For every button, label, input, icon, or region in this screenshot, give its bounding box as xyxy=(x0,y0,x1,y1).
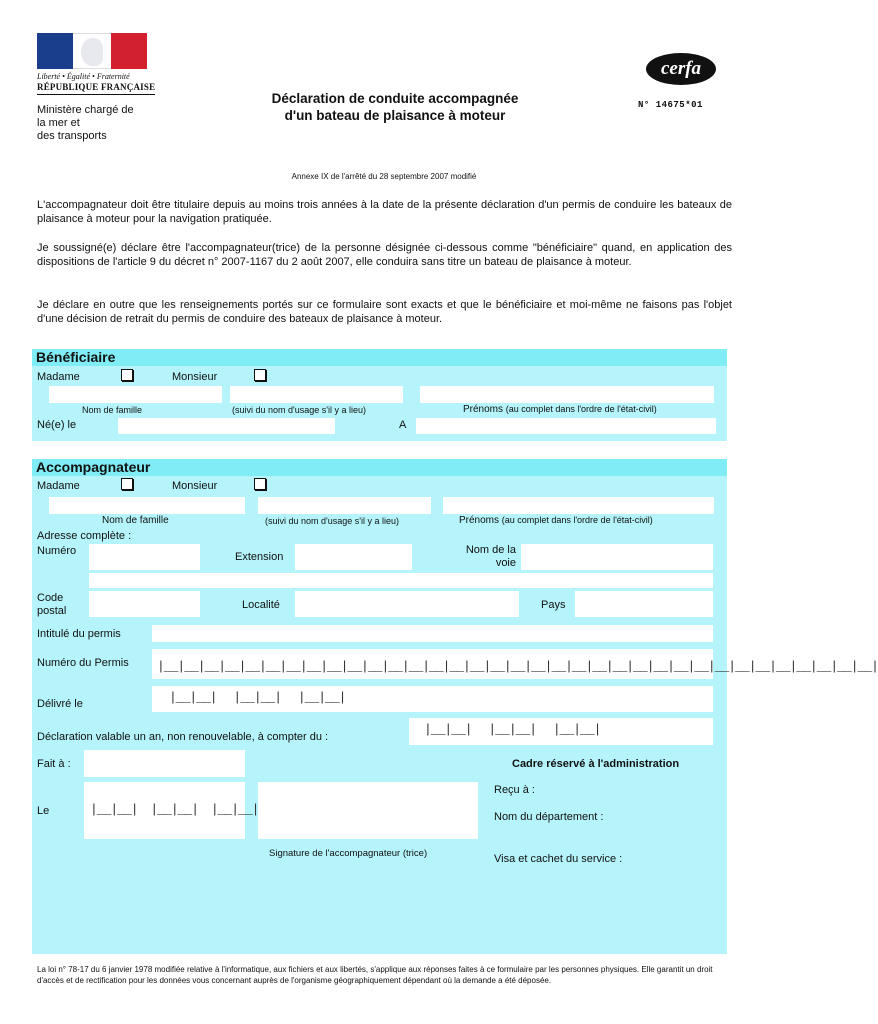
flag-red-band xyxy=(111,33,147,69)
recu-a-label: Reçu à : xyxy=(494,784,535,796)
page-title xyxy=(200,90,590,124)
ministry-line: la mer et xyxy=(37,117,80,129)
adresse-label: Adresse complète : xyxy=(37,530,132,542)
lieu-naissance-input[interactable] xyxy=(416,418,716,434)
republic-motto: Liberté • Égalité • Fraternité xyxy=(37,72,130,81)
annex-reference: Annexe IX de l'arrêté du 28 septembre 2007 modifié xyxy=(291,172,477,181)
localite-label: Localité xyxy=(242,599,280,611)
validite-date-input[interactable]: |__|__| |__|__| |__|__| xyxy=(409,718,713,745)
nom-usage-input[interactable] xyxy=(258,497,431,514)
nom-voie-line: Nom de la xyxy=(465,544,516,556)
beneficiaire-heading: Bénéficiaire xyxy=(32,349,727,366)
nom-famille-input[interactable] xyxy=(49,497,245,514)
monsieur-checkbox[interactable] xyxy=(254,369,266,381)
code-postal-input[interactable] xyxy=(89,591,200,617)
date-naissance-input[interactable] xyxy=(118,418,335,434)
numero-label: Numéro xyxy=(37,545,77,557)
intitule-permis-label: Intitulé du permis xyxy=(37,628,121,640)
pays-input[interactable] xyxy=(575,591,713,617)
prenoms-text: Prénoms xyxy=(459,515,500,526)
date-signature-input[interactable]: |__|__| |__|__| |__|__| xyxy=(84,782,245,839)
nom-departement-label: Nom du département : xyxy=(494,811,604,823)
ministry-name xyxy=(37,104,157,143)
fait-a-label: Fait à : xyxy=(37,758,71,770)
prenoms-note: (au complet dans l'ordre de l'état-civil) xyxy=(505,404,657,414)
signature-box[interactable] xyxy=(258,782,478,839)
legal-footer: La loi n° 78-17 du 6 janvier 1978 modifiée relative à l'informatique, aux fichiers et aux libertés, s'applique aux réponses faites à ce formulaire par les personnes physiques. Elle garantit un droit d'accès et de rectification pour les données vous concernant auprès de l'organisme géographiquement dépendant où la demande a été déposée. xyxy=(37,965,713,985)
monsieur-label: Monsieur xyxy=(172,480,218,492)
nom-usage-input[interactable] xyxy=(230,386,403,403)
prenoms-input[interactable] xyxy=(420,386,714,403)
prenoms-label xyxy=(463,404,657,415)
numero-permis-input[interactable]: |__|__|__|__|__|__|__|__|__|__|__|__|__|__|__|__|__|__|__|__|__|__|__|__|__|__|__|__|__|__|__|__|__|__|__| xyxy=(152,649,713,679)
extension-label: Extension xyxy=(235,551,284,563)
lieu-naissance-label: A xyxy=(399,419,407,431)
flag-blue-band xyxy=(37,33,73,69)
nom-voie-input[interactable] xyxy=(521,544,713,570)
prenoms-text: Prénoms xyxy=(463,404,504,415)
le-label: Le xyxy=(37,805,50,817)
intro-paragraph: L'accompagnateur doit être titulaire depuis au moins trois années à la date de la présente déclaration d'un permis de conduire les bateaux de plaisance à moteur pour la navigation pratiquée. xyxy=(37,199,732,225)
intitule-permis-input[interactable] xyxy=(152,625,713,642)
numero-input[interactable] xyxy=(89,544,200,570)
code-postal-label xyxy=(37,592,66,618)
delivre-le-input[interactable]: |__|__| |__|__| |__|__| xyxy=(152,686,713,712)
madame-checkbox[interactable] xyxy=(121,369,133,381)
extension-input[interactable] xyxy=(295,544,412,570)
marianne-profile-icon xyxy=(73,33,111,69)
accompagnateur-heading: Accompagnateur xyxy=(32,459,727,476)
cerfa-logo: cerfa xyxy=(646,53,716,85)
validite-label: Déclaration valable un an, non renouvelable, à compter du : xyxy=(37,731,329,743)
republic-name: RÉPUBLIQUE FRANÇAISE xyxy=(37,82,155,95)
monsieur-checkbox[interactable] xyxy=(254,478,266,490)
marianne-logo xyxy=(37,33,147,69)
nom-famille-label: Nom de famille xyxy=(102,515,169,526)
nom-voie-label xyxy=(456,544,516,570)
nom-voie-line: voie xyxy=(495,557,516,569)
nom-usage-label: (suivi du nom d'usage s'il y a lieu) xyxy=(232,405,366,415)
nom-usage-label: (suivi du nom d'usage s'il y a lieu) xyxy=(265,516,399,526)
fait-a-input[interactable] xyxy=(84,750,245,777)
delivre-le-label: Délivré le xyxy=(37,698,83,710)
prenoms-label xyxy=(459,515,653,526)
localite-input[interactable] xyxy=(295,591,519,617)
code-postal-line: Code xyxy=(37,592,64,604)
code-postal-line: postal xyxy=(37,605,67,617)
ministry-line: Ministère chargé de xyxy=(37,104,134,116)
visa-label: Visa et cachet du service : xyxy=(494,853,623,865)
ministry-line: des transports xyxy=(37,130,107,142)
madame-label: Madame xyxy=(37,480,80,492)
adresse-complement-input[interactable] xyxy=(89,573,713,588)
cadre-admin-label: Cadre réservé à l'administration xyxy=(512,758,680,770)
pays-label: Pays xyxy=(541,599,566,611)
prenoms-input[interactable] xyxy=(443,497,714,514)
intro-paragraph: Je déclare en outre que les renseignements portés sur ce formulaire sont exacts et que le bénéficiaire et moi-même ne faisons pas l'objet d'une décision de retrait du permis de conduire des bateaux de plaisance à moteur. xyxy=(37,299,732,325)
intro-paragraph: Je soussigné(e) déclare être l'accompagnateur(trice) de la personne désignée ci-dessous comme "bénéficiaire" quand, en application des dispositions de l'article 9 du décret n° 2007-1167 du 2 août 2007, elle conduira sans titre un bateau de plaisance à moteur. xyxy=(37,242,732,268)
nom-famille-input[interactable] xyxy=(49,386,222,403)
madame-label: Madame xyxy=(37,371,80,383)
nom-famille-label: Nom de famille xyxy=(82,405,143,415)
monsieur-label: Monsieur xyxy=(172,371,218,383)
title-line: d'un bateau de plaisance à moteur xyxy=(284,108,506,123)
title-line: Déclaration de conduite accompagnée xyxy=(271,91,519,106)
cerfa-number: N° 14675*01 xyxy=(638,100,703,110)
date-naissance-label: Né(e) le xyxy=(37,419,77,431)
prenoms-note: (au complet dans l'ordre de l'état-civil) xyxy=(501,515,653,525)
numero-permis-label: Numéro du Permis xyxy=(37,657,129,669)
signature-label: Signature de l'accompagnateur (trice) xyxy=(269,848,428,859)
madame-checkbox[interactable] xyxy=(121,478,133,490)
